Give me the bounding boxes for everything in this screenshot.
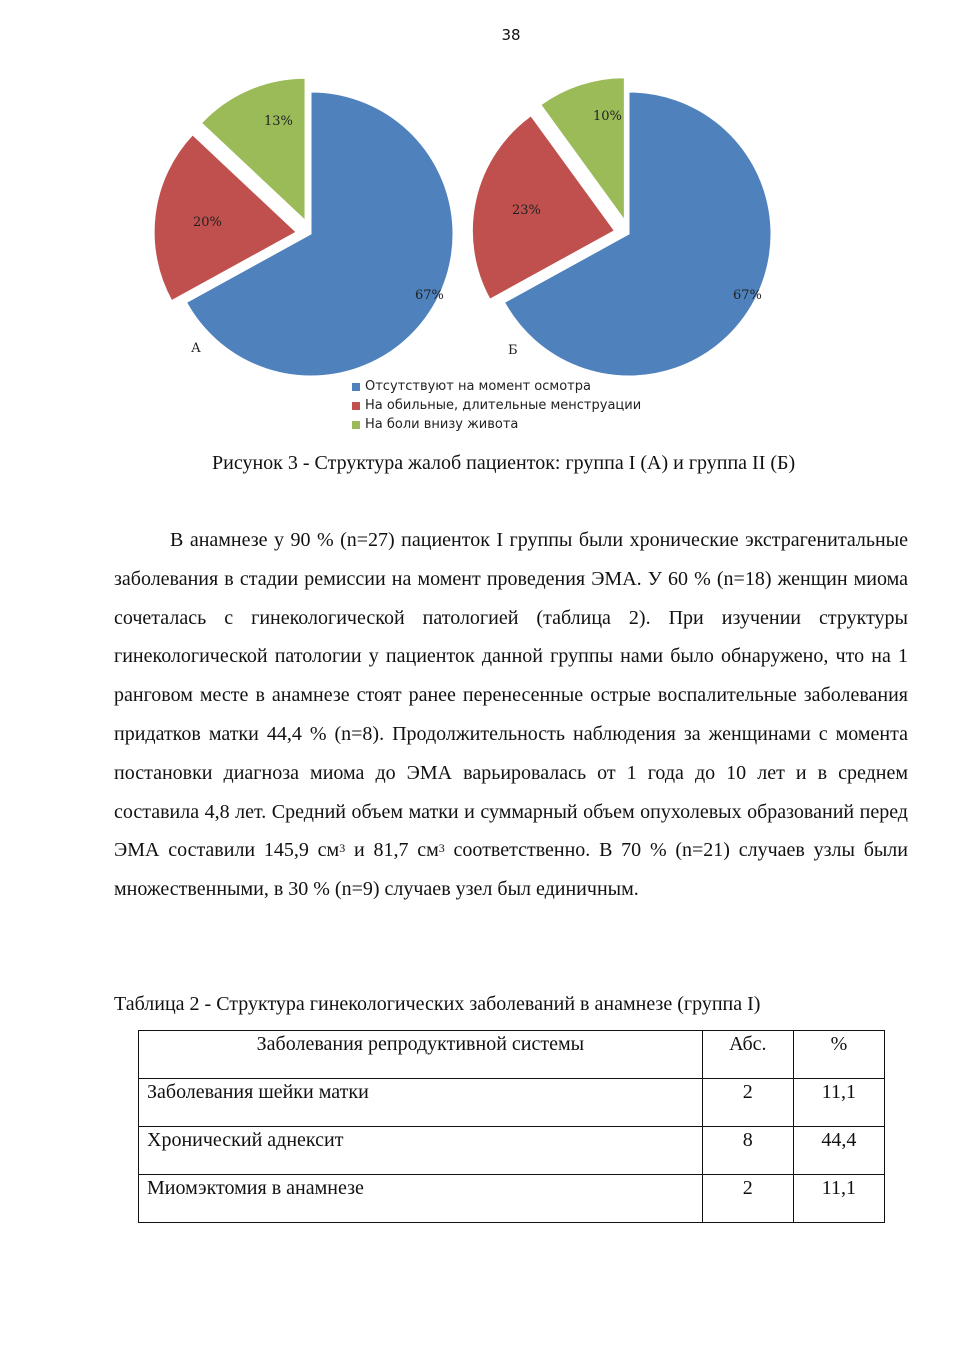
table-row [139, 1175, 885, 1223]
legend-label: На боли внизу живота [365, 417, 519, 432]
superscript: 3 [438, 841, 445, 856]
pie-slice-label: 13% [264, 114, 293, 129]
paragraph-text: В анамнезе у 90 % (n=27) пациенток I группы были хронические экстрагенитальные заболевания в стадии ремиссии на момент проведения ЭМА. У 60 % (n=18) женщин миома сочеталась с гинекологической патологией (таблица 2). При изучении структуры гинекологической патологии у пациенток данной группы нами было обнаружено, что на 1 ранговом месте в анамнезе стоят ранее перенесенные острые воспалительные заболевания придатков матки 44,4 % (n=8). Продолжительность наблюдения за женщинами с момента постановки диагноза миома до ЭМА варьировалась от 1 года до 10 лет и в среднем составила 4,8 лет. Средний объем матки и суммарный объем опухолевых образований перед ЭМА составили 145,9 см [114, 529, 908, 862]
legend-label: На обильные, длительные менструации [365, 398, 642, 413]
pie-chart-group-a [154, 78, 453, 376]
pie-slice-label: 67% [415, 288, 444, 303]
legend-swatch-blue [352, 383, 360, 391]
legend-item [352, 396, 641, 415]
pie-slice-label: 23% [512, 203, 541, 218]
figure-caption: Рисунок 3 - Структура жалоб пациенток: группа I (А) и группа II (Б) [212, 452, 796, 474]
column-header: % [793, 1031, 884, 1079]
pie-chart-group-b [472, 78, 771, 376]
complaint-pie-charts [0, 0, 954, 440]
paragraph-text: и 81,7 см [345, 839, 439, 862]
table-cell-pct: 44,4 [793, 1127, 884, 1175]
superscript: 3 [339, 841, 346, 856]
pie-slice-label: 10% [593, 109, 622, 124]
table-cell-abs: 2 [702, 1175, 793, 1223]
table-cell-pct: 11,1 [793, 1175, 884, 1223]
legend-swatch-green [352, 421, 360, 429]
disease-table [138, 1030, 885, 1223]
table-row [139, 1127, 885, 1175]
legend-swatch-red [352, 402, 360, 410]
table-cell-pct: 11,1 [793, 1079, 884, 1127]
column-header: Заболевания репродуктивной системы [139, 1031, 703, 1079]
table-cell-name: Хронический аднексит [139, 1127, 703, 1175]
legend-item [352, 377, 641, 396]
chart-legend [352, 377, 641, 434]
table-cell-abs: 2 [702, 1079, 793, 1127]
table-cell-name: Заболевания шейки матки [139, 1079, 703, 1127]
panel-label: А [191, 341, 201, 356]
body-paragraph [114, 521, 908, 909]
table-row [139, 1079, 885, 1127]
paragraph-text: соответственно. В 70 % (n=21) случаев узлы были множественными, в 30 % (n=9) случаев узел был единичным. [114, 839, 908, 901]
legend-label: Отсутствуют на момент осмотра [365, 379, 591, 394]
page-number: 38 [501, 26, 521, 44]
legend-item [352, 415, 641, 434]
column-header: Абс. [702, 1031, 793, 1079]
pie-slice-label: 67% [733, 288, 762, 303]
panel-label: Б [508, 343, 518, 358]
table-cell-abs: 8 [702, 1127, 793, 1175]
table-header-row [139, 1031, 885, 1079]
pie-slice-label: 20% [193, 215, 222, 230]
table-title: Таблица 2 - Структура гинекологических заболеваний в анамнезе (группа I) [114, 993, 761, 1015]
table-cell-name: Миомэктомия в анамнезе [139, 1175, 703, 1223]
